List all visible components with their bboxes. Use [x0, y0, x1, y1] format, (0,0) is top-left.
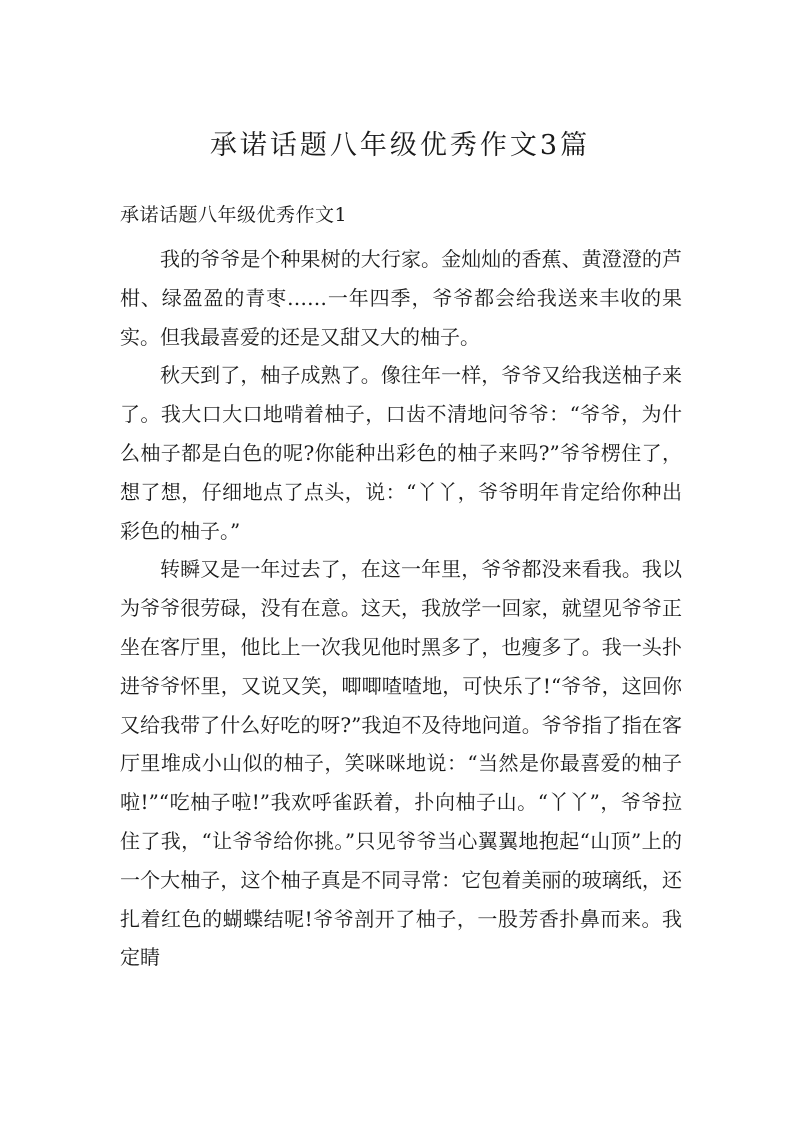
body-text	[120, 240, 682, 977]
paragraph-3: 转瞬又是一年过去了，在这一年里，爷爷都没来看我。我以为爷爷很劳碌，没有在意。这天，我放学一回家，就望见爷爷正坐在客厅里，他比上一次我见他时黑多了，也瘦多了。我一头扑进爷爷怀里，又说又笑，唧唧喳喳地，可快乐了!“爷爷，这回你又给我带了什么好吃的呀?”我迫不及待地问道。爷爷指了指在客厅里堆成小山似的柚子，笑咪咪地说：“当然是你最喜爱的柚子啦!”“吃柚子啦!”我欢呼雀跃着，扑向柚子山。“丫丫”，爷爷拉住了我，“让爷爷给你挑。”只见爷爷当心翼翼地抱起“山顶”上的一个大柚子，这个柚子真是不同寻常：它包着美丽的玻璃纸，还扎着红色的蝴蝶结呢!爷爷剖开了柚子，一股芳香扑鼻而来。我定睛	[120, 557, 682, 970]
paragraph-2: 秋天到了，柚子成熟了。像往年一样，爷爷又给我送柚子来了。我大口大口地啃着柚子，口齿不清地问爷爷：“爷爷，为什么柚子都是白色的呢?你能种出彩色的柚子来吗?”爷爷楞住了，想了想，仔细地点了点头，说：“丫丫，爷爷明年肯定给你种出彩色的柚子。”	[120, 363, 682, 543]
section-heading: 承诺话题八年级优秀作文1	[120, 204, 348, 226]
paragraph-1: 我的爷爷是个种果树的大行家。金灿灿的香蕉、黄澄澄的芦柑、绿盈盈的青枣……一年四季，爷爷都会给我送来丰收的果实。但我最喜爱的还是又甜又大的柚子。	[120, 247, 682, 349]
document-title: 承诺话题八年级优秀作文3篇	[209, 130, 591, 161]
